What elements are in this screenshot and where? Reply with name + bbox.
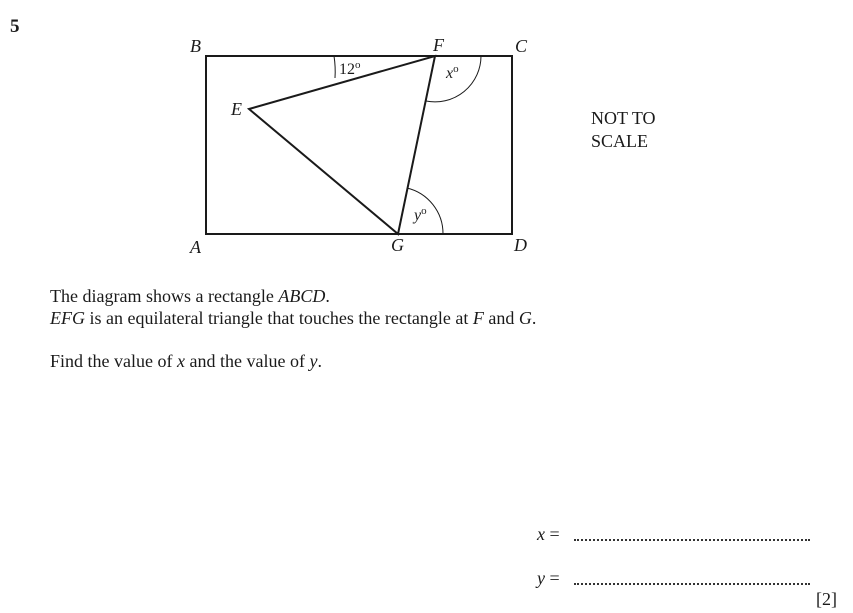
text-italic-efg: EFG (50, 308, 85, 328)
label-angle-y (412, 205, 427, 224)
answer-x-line[interactable] (574, 537, 810, 541)
text-italic-f: F (472, 308, 484, 328)
label-angle-12 (339, 59, 361, 78)
rectangle-abcd (206, 56, 512, 234)
not-to-scale-line1: NOT TO (591, 108, 656, 128)
label-vertex-c: C (515, 36, 528, 56)
label-angle-x (445, 63, 459, 82)
angle-x-value: x (446, 65, 454, 82)
label-vertex-f: F (433, 35, 444, 55)
degree-sign: o (421, 205, 427, 217)
text-fragment: . (531, 308, 537, 328)
text-fragment: . (325, 286, 330, 306)
label-vertex-a: A (190, 237, 201, 257)
label-vertex-g: G (391, 235, 404, 255)
answer-x-var: x (537, 524, 545, 544)
degree-sign: o (453, 63, 459, 75)
marks-allocation: [2] (816, 589, 837, 609)
question-text-line1 (50, 285, 330, 307)
answer-y-line[interactable] (574, 581, 810, 585)
text-fragment: and the value of (184, 351, 310, 371)
label-vertex-e: E (231, 99, 242, 119)
text-fragment: and (483, 308, 519, 328)
text-italic-abcd: ABCD (278, 286, 326, 306)
question-text-line2 (50, 307, 536, 329)
not-to-scale-note (591, 107, 656, 153)
text-fragment: . (317, 351, 322, 371)
text-fragment: The diagram shows a rectangle (50, 286, 279, 306)
answer-x-label (537, 524, 560, 545)
text-fragment: Find the value of (50, 351, 177, 371)
geometry-diagram (0, 0, 853, 300)
label-vertex-b: B (190, 36, 201, 56)
text-italic-g: G (518, 308, 532, 328)
angle-12-value: 12 (339, 61, 355, 78)
text-fragment: is an equilateral triangle that touches the rectangle at (85, 308, 473, 328)
equals-sign: = (545, 568, 560, 588)
equals-sign: = (545, 524, 560, 544)
label-vertex-d: D (514, 235, 527, 255)
not-to-scale-line2: SCALE (591, 131, 649, 151)
text-italic-y: y (309, 351, 318, 371)
angle-y-value: y (414, 207, 422, 224)
degree-sign: o (355, 59, 361, 71)
arc-angle-12 (334, 56, 335, 78)
question-instruction (50, 350, 322, 372)
question-number: 5 (10, 16, 20, 37)
answer-y-var: y (537, 568, 545, 588)
answer-y-label (537, 568, 560, 589)
triangle-efg (249, 56, 435, 234)
text-italic-x: x (176, 351, 185, 371)
